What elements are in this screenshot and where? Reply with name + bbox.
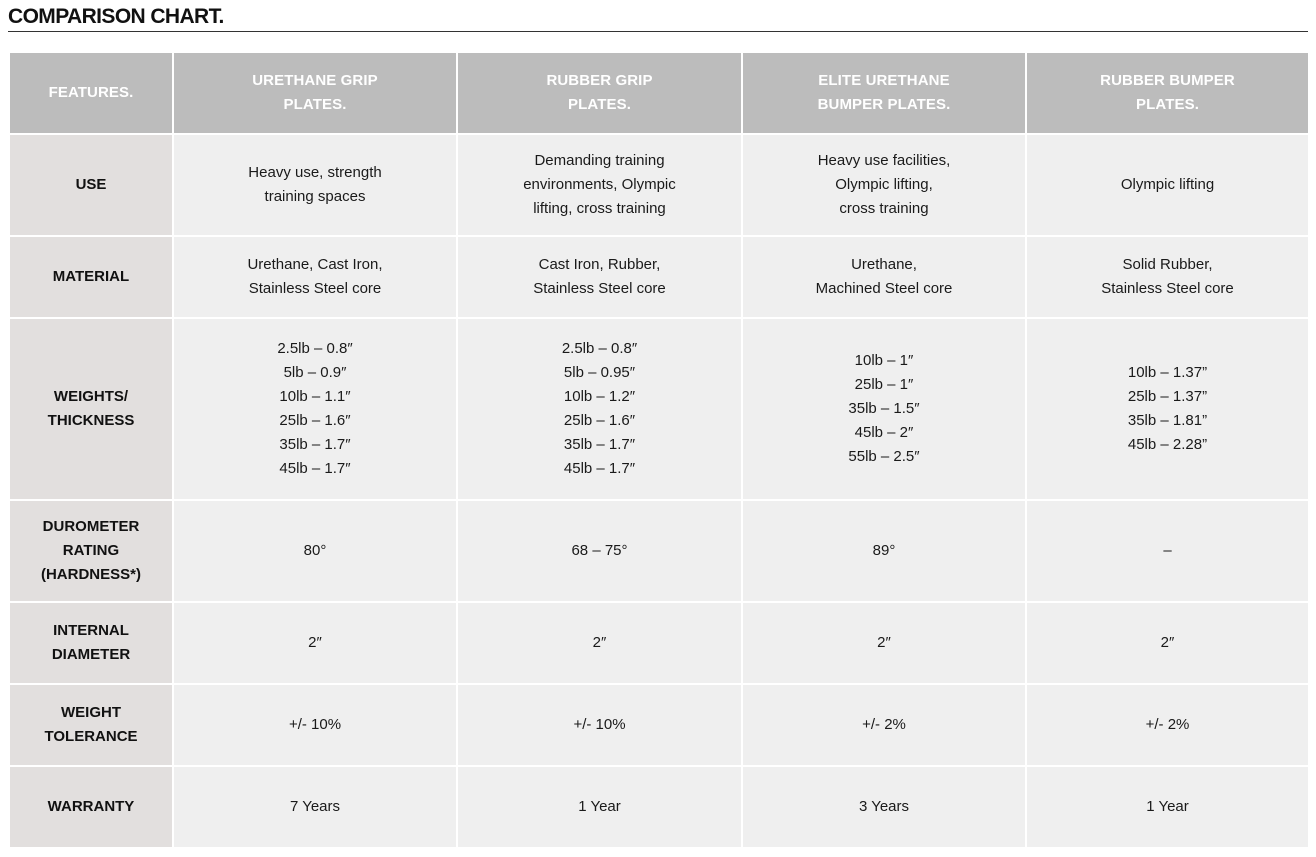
cell-durometer-rubber-bumper	[1026, 500, 1309, 602]
feature-label-internal-diameter	[9, 602, 173, 684]
feature-line: DIAMETER	[51, 646, 131, 663]
header-product-line: URETHANE GRIP	[252, 72, 378, 89]
cell-line: Solid Rubber,	[1122, 256, 1213, 273]
cell-material-elite-urethane-bumper	[742, 236, 1026, 318]
header-product-line: PLATES.	[283, 96, 347, 113]
row-use	[9, 134, 1309, 236]
comparison-table	[8, 51, 1310, 849]
header-product-line: PLATES.	[1136, 96, 1199, 113]
cell-warranty-rubber-grip	[457, 766, 742, 848]
header-rubber-grip-plates	[457, 52, 742, 134]
header-row	[9, 52, 1309, 134]
cell-use-rubber-bumper	[1026, 134, 1309, 236]
cell-diameter-rubber-grip	[457, 602, 742, 684]
row-material	[9, 236, 1309, 318]
cell-line: 55lb – 2.5″	[848, 448, 920, 465]
cell-line: 2.5lb – 0.8″	[277, 340, 353, 357]
cell-line: 80°	[303, 542, 327, 559]
cell-line: Stainless Steel core	[1101, 280, 1234, 297]
cell-material-rubber-grip	[457, 236, 742, 318]
feature-line: TOLERANCE	[44, 728, 138, 745]
row-durometer-rating	[9, 500, 1309, 602]
cell-warranty-urethane-grip	[173, 766, 457, 848]
feature-line: INTERNAL	[53, 622, 129, 639]
cell-weights-rubber-grip	[457, 318, 742, 500]
header-urethane-grip-plates	[173, 52, 457, 134]
cell-line: environments, Olympic	[523, 176, 676, 193]
cell-line: +/- 2%	[1145, 716, 1190, 733]
cell-weights-elite-urethane-bumper	[742, 318, 1026, 500]
cell-line: 2″	[877, 634, 891, 651]
header-product-line: BUMPER PLATES.	[817, 96, 951, 113]
cell-line: Stainless Steel core	[248, 280, 382, 297]
cell-line: 2″	[1160, 634, 1175, 651]
cell-line: 35lb – 1.7″	[563, 436, 636, 453]
cell-line: 35lb – 1.81”	[1127, 412, 1208, 429]
cell-tolerance-rubber-grip	[457, 684, 742, 766]
cell-tolerance-urethane-grip	[173, 684, 457, 766]
cell-line: Heavy use, strength	[248, 164, 382, 181]
cell-line: 5lb – 0.9″	[283, 364, 347, 381]
cell-use-rubber-grip	[457, 134, 742, 236]
feature-line: WEIGHTS/	[53, 388, 129, 405]
cell-line: 7 Years	[289, 798, 341, 815]
cell-line: 68 – 75°	[571, 542, 628, 559]
cell-line: Olympic lifting	[1120, 176, 1215, 193]
cell-weights-rubber-bumper	[1026, 318, 1309, 500]
cell-line: +/- 2%	[862, 716, 906, 733]
cell-line: Olympic lifting,	[835, 176, 933, 193]
cell-line: Machined Steel core	[815, 280, 953, 297]
cell-line: 3 Years	[858, 798, 910, 815]
feature-line: WEIGHT	[61, 704, 121, 721]
cell-line: 2″	[308, 634, 322, 651]
cell-line: cross training	[839, 200, 929, 217]
cell-line: 45lb – 1.7″	[279, 460, 351, 477]
cell-line: +/- 10%	[288, 716, 342, 733]
header-product-line: ELITE URETHANE	[818, 72, 950, 89]
cell-tolerance-elite-urethane-bumper	[742, 684, 1026, 766]
cell-line: 5lb – 0.95″	[563, 364, 636, 381]
header-product-line: RUBBER GRIP	[546, 72, 653, 89]
feature-line: USE	[75, 176, 107, 193]
feature-line: THICKNESS	[47, 412, 135, 429]
header-features	[9, 52, 173, 134]
header-product-line: PLATES.	[568, 96, 631, 113]
feature-label-weights-thickness	[9, 318, 173, 500]
cell-line: 35lb – 1.7″	[279, 436, 351, 453]
cell-line: Demanding training	[534, 152, 665, 169]
cell-line: 10lb – 1.2″	[563, 388, 636, 405]
row-internal-diameter	[9, 602, 1309, 684]
cell-line: 45lb – 2″	[854, 424, 914, 441]
cell-line: Heavy use facilities,	[817, 152, 951, 169]
cell-line: 10lb – 1.1″	[279, 388, 351, 405]
header-rubber-bumper-plates	[1026, 52, 1309, 134]
cell-diameter-urethane-grip	[173, 602, 457, 684]
cell-line: 25lb – 1.37”	[1127, 388, 1208, 405]
cell-line: –	[1163, 542, 1172, 559]
cell-diameter-elite-urethane-bumper	[742, 602, 1026, 684]
feature-label-material	[9, 236, 173, 318]
header-product-line: RUBBER BUMPER	[1100, 72, 1235, 89]
cell-durometer-elite-urethane-bumper	[742, 500, 1026, 602]
cell-material-rubber-bumper	[1026, 236, 1309, 318]
feature-line: (HARDNESS*)	[40, 566, 141, 583]
cell-line: 45lb – 1.7″	[563, 460, 636, 477]
cell-line: 25lb – 1″	[854, 376, 914, 393]
feature-label-durometer-rating	[9, 500, 173, 602]
cell-warranty-rubber-bumper	[1026, 766, 1309, 848]
cell-line: Urethane, Cast Iron,	[247, 256, 383, 273]
cell-line: 89°	[872, 542, 896, 559]
header-features-line: FEATURES.	[48, 84, 134, 101]
row-warranty	[9, 766, 1309, 848]
cell-line: 45lb – 2.28”	[1127, 436, 1208, 453]
cell-tolerance-rubber-bumper	[1026, 684, 1309, 766]
cell-line: 10lb – 1.37”	[1127, 364, 1208, 381]
cell-warranty-elite-urethane-bumper	[742, 766, 1026, 848]
cell-line: training spaces	[264, 188, 366, 205]
cell-line: 1 Year	[1146, 798, 1189, 815]
cell-line: Urethane,	[851, 256, 917, 273]
cell-line: Stainless Steel core	[533, 280, 666, 297]
cell-line: lifting, cross training	[533, 200, 666, 217]
feature-label-warranty	[9, 766, 173, 848]
title-divider	[8, 31, 1308, 32]
cell-durometer-rubber-grip	[457, 500, 742, 602]
feature-line: MATERIAL	[52, 268, 130, 285]
cell-line: 25lb – 1.6″	[563, 412, 636, 429]
cell-line: 25lb – 1.6″	[279, 412, 351, 429]
cell-durometer-urethane-grip	[173, 500, 457, 602]
row-weights-thickness	[9, 318, 1309, 500]
cell-line: 2.5lb – 0.8″	[561, 340, 638, 357]
row-weight-tolerance	[9, 684, 1309, 766]
cell-use-elite-urethane-bumper	[742, 134, 1026, 236]
cell-line: 10lb – 1″	[854, 352, 914, 369]
cell-line: 1 Year	[578, 798, 621, 815]
feature-line: WARRANTY	[47, 798, 135, 815]
cell-material-urethane-grip	[173, 236, 457, 318]
cell-line: +/- 10%	[573, 716, 626, 733]
feature-line: RATING	[62, 542, 120, 559]
cell-line: 35lb – 1.5″	[848, 400, 920, 417]
header-elite-urethane-bumper-plates	[742, 52, 1026, 134]
feature-label-use	[9, 134, 173, 236]
cell-line: Cast Iron, Rubber,	[538, 256, 661, 273]
feature-line: DUROMETER	[42, 518, 140, 535]
cell-weights-urethane-grip	[173, 318, 457, 500]
feature-label-weight-tolerance	[9, 684, 173, 766]
cell-line: 2″	[592, 634, 607, 651]
cell-diameter-rubber-bumper	[1026, 602, 1309, 684]
page-title: COMPARISON CHART.	[8, 5, 224, 28]
cell-use-urethane-grip	[173, 134, 457, 236]
